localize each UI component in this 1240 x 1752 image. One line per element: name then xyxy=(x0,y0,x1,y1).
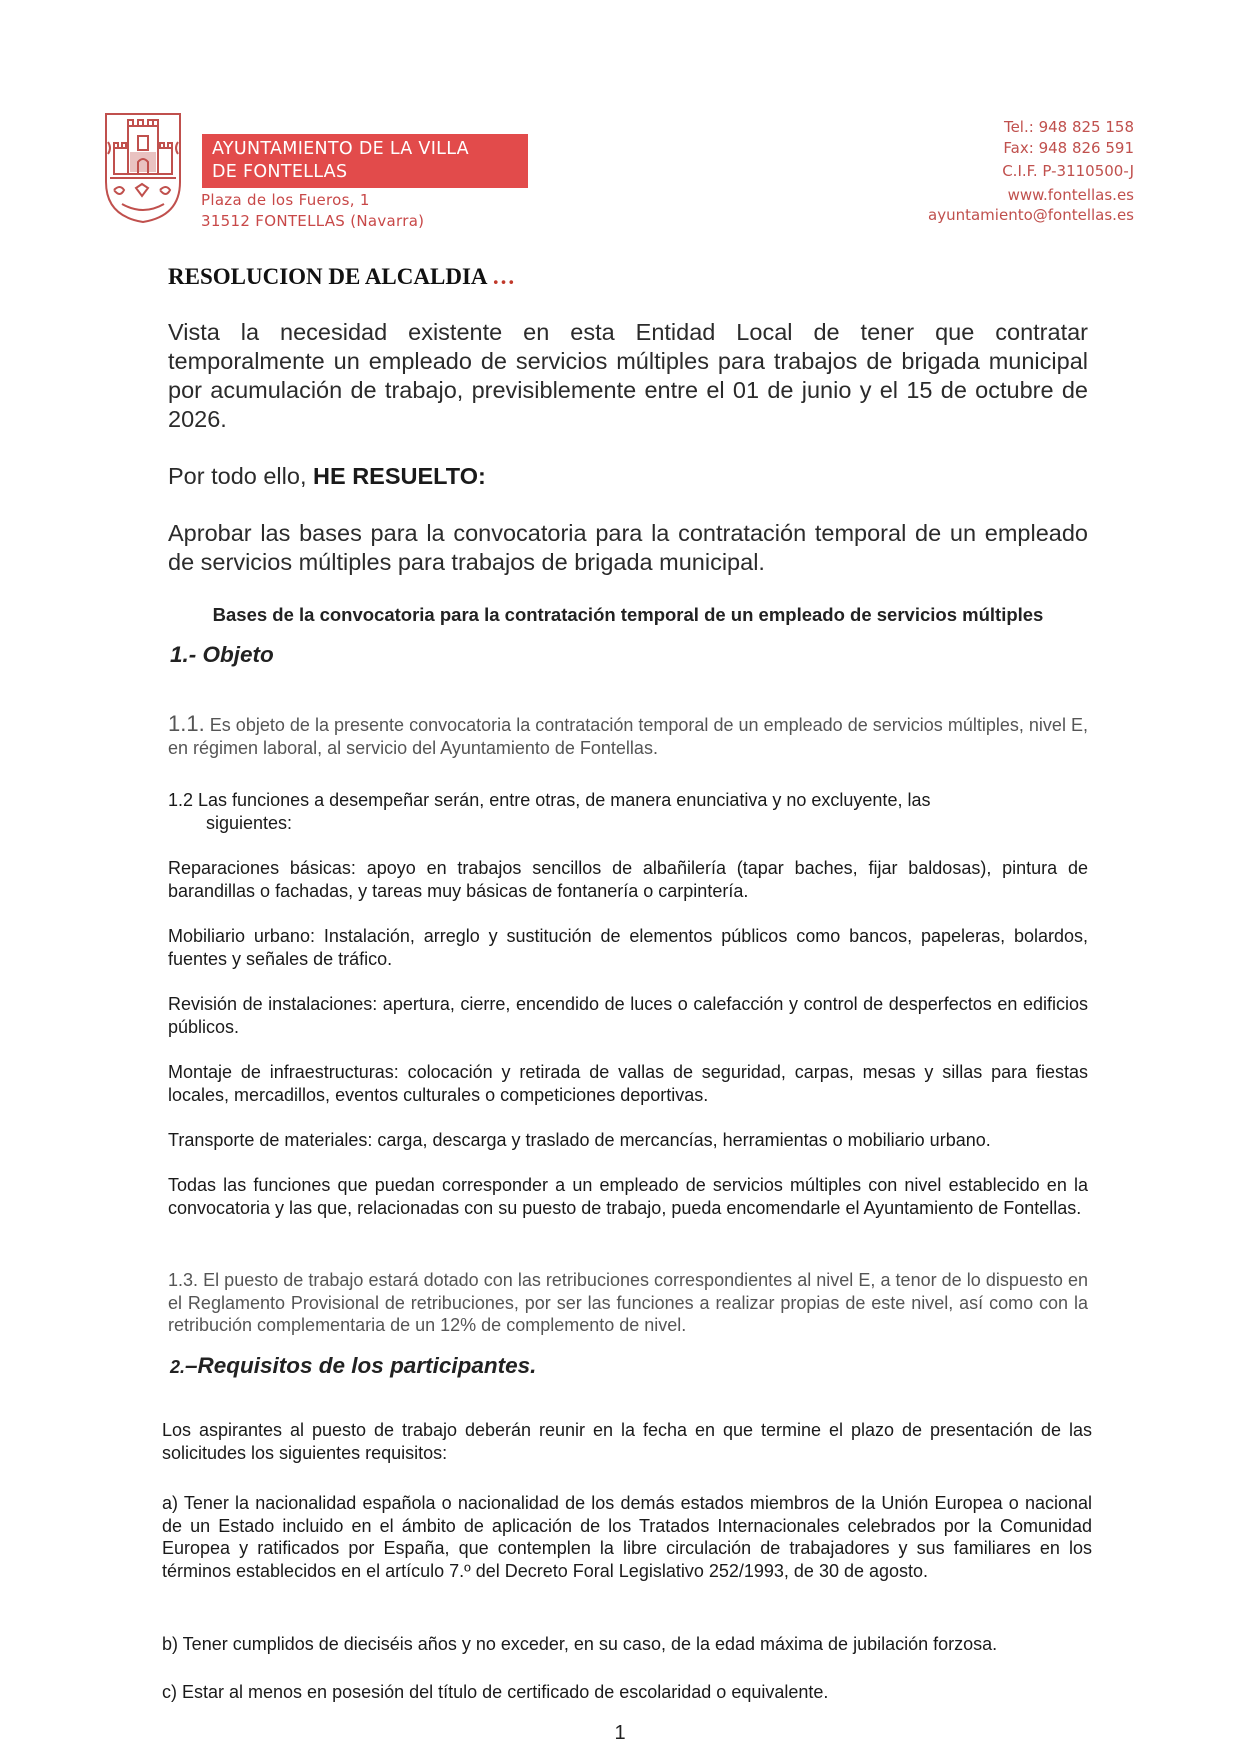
function-reparaciones: Reparaciones básicas: apoyo en trabajos sencillos de albañilería (tapar baches, fijar baldosas), pintura de barandillas o fachadas, y tareas muy básicas de fontanería o carpintería. xyxy=(168,858,1088,901)
requirement-b: b) Tener cumplidos de dieciséis años y no exceder, en su caso, de la edad máxima de jubilación forzosa. xyxy=(162,1634,998,1654)
document-title-text: RESOLUCION DE ALCALDIA xyxy=(168,264,487,289)
paragraph-1-1-text: Es objeto de la presente convocatoria la contratación temporal de un empleado de servicios múltiples, nivel E, en régimen laboral, al servicio del Ayuntamiento de Fontellas. xyxy=(168,715,1088,758)
org-name-line1: AYUNTAMIENTO DE LA VILLA xyxy=(212,139,469,159)
bases-heading: Bases de la convocatoria para la contratación temporal de un empleado de servicios múltiples xyxy=(212,604,1044,625)
resuelto-bold: HE RESUELTO: xyxy=(313,463,486,489)
paragraph-resuelto xyxy=(168,462,1088,491)
page-number: 1 xyxy=(614,1722,626,1744)
paragraph-1-2-first: 1.2 Las funciones a desempeñar serán, entre otras, de manera enunciativa y no excluyente, las xyxy=(168,790,931,810)
function-revision: Revisión de instalaciones: apertura, cierre, encendido de luces o calefacción y control de desperfectos en edificios públicos. xyxy=(168,994,1088,1037)
function-montaje: Montaje de infraestructuras: colocación y retirada de vallas de seguridad, carpas, mesas y sillas para fiestas locales, mercadillos, eventos culturales o competiciones deportivas. xyxy=(168,1062,1088,1105)
paragraph-aspirantes: Los aspirantes al puesto de trabajo deberán reunir en la fecha en que termine el plazo de presentación de las solicitudes los siguientes requisitos: xyxy=(162,1420,1092,1463)
org-address xyxy=(201,190,424,232)
section2-number: 2. xyxy=(170,1357,186,1377)
contact-cif: C.I.F. P-3110500-J xyxy=(1002,162,1134,180)
section2-heading xyxy=(170,1353,536,1379)
paragraph-1-2 xyxy=(168,789,1088,834)
function-mobiliario: Mobiliario urbano: Instalación, arreglo y sustitución de elementos públicos como bancos, papeleras, bolardos, fuentes y señales de tráfico. xyxy=(168,926,1088,969)
contact-fax: Fax: 948 826 591 xyxy=(1003,138,1134,157)
paragraph-vista: Vista la necesidad existente en esta Entidad Local de tener que contratar temporalmente un empleado de servicios múltiples para trabajos de brigada municipal por acumulación de trabajo, previsiblemente entre el 01 de junio y el 15 de octubre de 2026. xyxy=(168,319,1088,432)
requirement-a: a) Tener la nacionalidad española o nacionalidad de los demás estados miembros de la Unión Europea o nacional de un Estado incluido en el ámbito de aplicación de los Tratados Internacionales celebrados por la Comunidad Europea y ratificados por España, que contemplen la libre circulación de trabajadores y sus familiares en los términos establecidos en el artículo 7.º del Decreto Foral Legislativo 252/1993, de 30 de agosto. xyxy=(162,1493,1092,1581)
paragraph-1-1-number: 1.1. xyxy=(168,711,205,736)
function-transporte: Transporte de materiales: carga, descarga y traslado de mercancías, herramientas o mobiliario urbano. xyxy=(168,1130,991,1150)
paragraph-1-3: 1.3. El puesto de trabajo estará dotado con las retribuciones correspondientes al nivel E, a tenor de lo dispuesto en el Reglamento Provisional de retribuciones, por ser las funciones a realizar propias de este nivel, así como con la retribución complementaria de un 12% de complemento de nivel. xyxy=(168,1270,1088,1335)
requirement-c: c) Estar al menos en posesión del título de certificado de escolaridad o equivalente. xyxy=(162,1682,829,1702)
address-street: Plaza de los Fueros, 1 xyxy=(201,191,370,209)
org-name-banner xyxy=(202,134,528,188)
address-city: 31512 FONTELLAS (Navarra) xyxy=(201,212,425,230)
resuelto-prefix: Por todo ello, xyxy=(168,463,314,489)
function-todas: Todas las funciones que puedan corresponder a un empleado de servicios múltiples con nivel establecido en la convocatoria y las que, relacionadas con su puesto de trabajo, pueda encomendarle el Ayuntamiento de Fontellas. xyxy=(168,1175,1088,1218)
paragraph-1-2-second: siguientes: xyxy=(206,812,293,833)
contact-email: ayuntamiento@fontellas.es xyxy=(928,206,1134,224)
paragraph-aprobar: Aprobar las bases para la convocatoria para la contratación temporal de un empleado de servicios múltiples para trabajos de brigada municipal. xyxy=(168,520,1088,575)
contact-block xyxy=(928,117,1134,226)
paragraph-1-1 xyxy=(168,713,1088,759)
org-name-line2: DE FONTELLAS xyxy=(212,162,348,182)
contact-website: www.fontellas.es xyxy=(1007,185,1134,204)
document-title xyxy=(168,264,515,290)
section1-heading: 1.- Objeto xyxy=(170,642,274,667)
section2-title: –Requisitos de los participantes. xyxy=(185,1353,537,1378)
document-title-dots: … xyxy=(492,264,515,289)
castle-crest-icon xyxy=(102,112,184,224)
contact-tel: Tel.: 948 825 158 xyxy=(1003,118,1134,136)
